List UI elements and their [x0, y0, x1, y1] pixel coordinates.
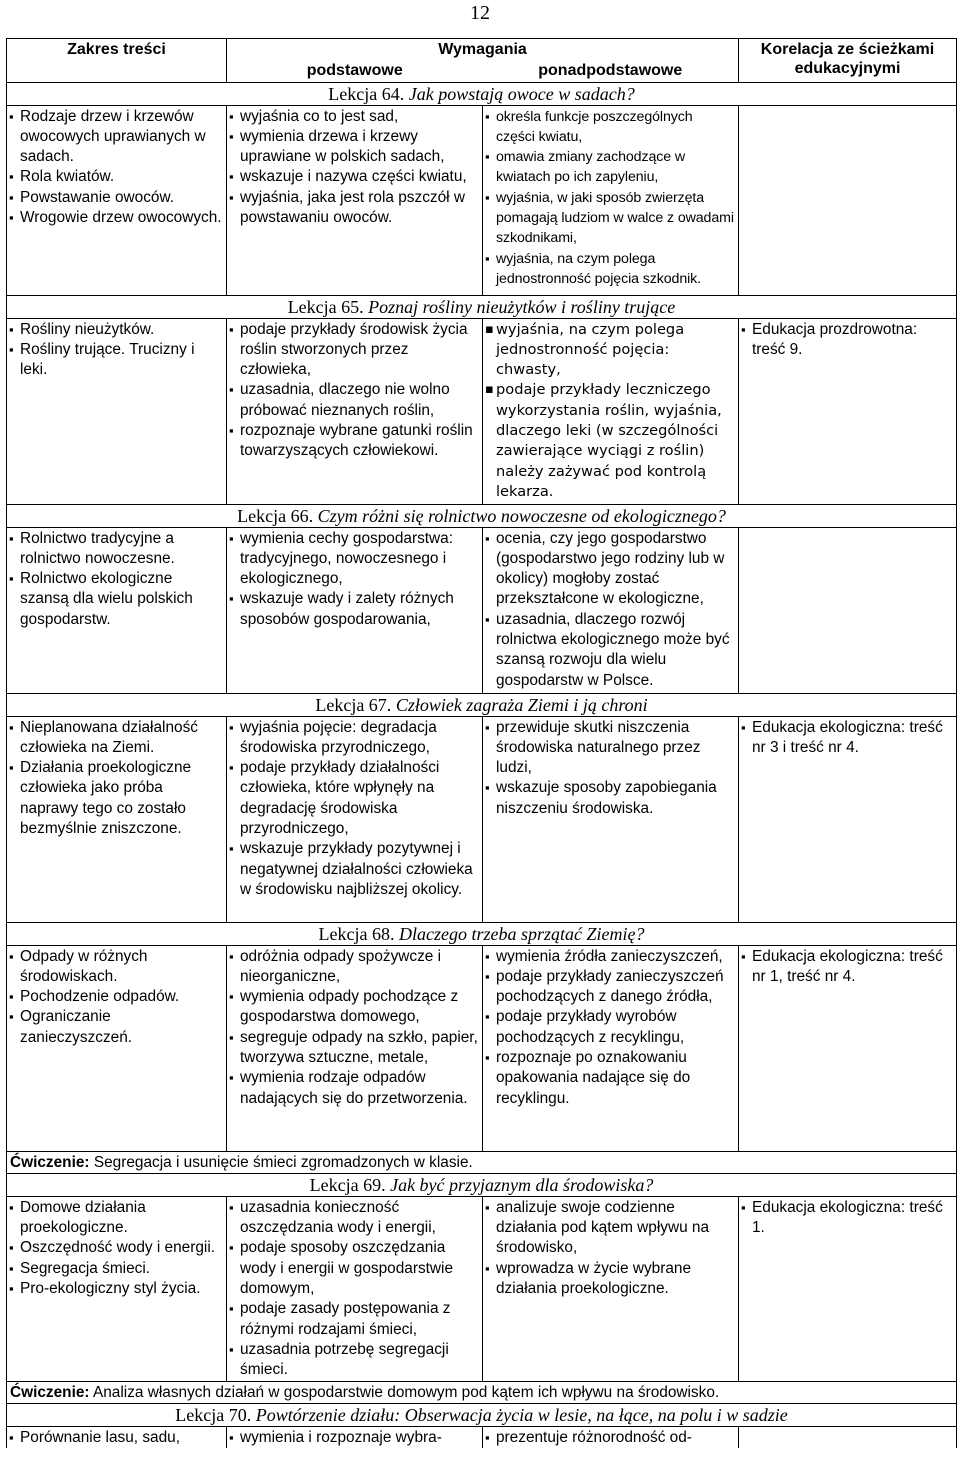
lesson-title — [7, 504, 957, 527]
advanced-requirement: ▪ uzasadnia, dlaczego rozwój rolnictwa ekologicznego może być szansą rozwoju dla wielu gospodarstw w Polsce. — [486, 610, 735, 691]
basic-requirement: ▪ wymienia drzewa i krzewy uprawiane w polskich sadach, — [230, 127, 479, 168]
advanced-requirement: ▪ prezentuje różnorodność od- — [486, 1428, 735, 1448]
basic-requirement: ▪ wyjaśnia co to jest sad, — [230, 107, 479, 127]
content-item: ▪ Rolnictwo tradycyjne a rolnictwo nowoczesne. — [10, 529, 223, 570]
basic-requirement: ▪ wyjaśnia pojęcie: degradacja środowiska przyrodniczego, — [230, 718, 479, 759]
correlation-item: ▪ Edukacja ekologiczna: treść 1. — [742, 1198, 953, 1239]
header-correlation: Korelacja ze ścieżkami edukacyjnymi — [739, 39, 957, 83]
lesson-title — [7, 922, 957, 945]
advanced-requirement: ▪ rozpoznaje po oznakowaniu opakowania nadające się do recyklingu. — [486, 1048, 735, 1109]
basic-requirement: ▪ uzasadnia konieczność oszczędzania wody i energii, — [230, 1198, 479, 1239]
correlation-item: ▪ Edukacja ekologiczna: treść nr 3 i treść nr 4. — [742, 718, 953, 759]
basic-requirement: ▪ podaje sposoby oszczędzania wody i energii w gospodarstwie domowym, — [230, 1238, 479, 1299]
content-item: ▪ Rola kwiatów. — [10, 167, 223, 187]
basic-requirement: ▪ uzasadnia, dlaczego nie wolno próbować nieznanych roślin, — [230, 380, 479, 421]
lesson-row — [7, 1196, 957, 1381]
lesson-number: Lekcja 68. — [318, 923, 395, 944]
content-item: ▪ Działania proekologiczne człowieka jako próba naprawy tego co zostało bezmyślnie zniszczone. — [10, 758, 223, 839]
content-item: ▪ Powstawanie owoców. — [10, 188, 223, 208]
basic-requirement: ▪ odróżnia odpady spożywcze i nieorganiczne, — [230, 947, 479, 988]
lesson-row — [7, 318, 957, 504]
content-item: ▪ Wrogowie drzew owocowych. — [10, 208, 223, 228]
header-content: Zakres treści — [7, 39, 227, 83]
basic-requirement: ▪ wymienia rodzaje odpadów nadających się do przetworzenia. — [230, 1068, 479, 1109]
lesson-number: Lekcja 69. — [309, 1174, 386, 1195]
basic-requirement: ▪ wyjaśnia, jaka jest rola pszczół w powstawaniu owoców. — [230, 188, 479, 229]
exercise-text: Analiza własnych działań w gospodarstwie domowym pod kątem ich wpływu na środowisko. — [92, 1383, 720, 1401]
content-item: ▪ Porównanie lasu, sadu, — [10, 1428, 223, 1448]
content-item: ▪ Pro-ekologiczny styl życia. — [10, 1279, 223, 1299]
header-advanced: ponadpodstawowe — [538, 62, 683, 80]
lesson-title — [7, 295, 957, 318]
lesson-topic: Jak powstają owoce w sadach? — [408, 83, 635, 104]
basic-requirement: ▪ podaje zasady postępowania z różnymi rodzajami śmieci, — [230, 1299, 479, 1340]
content-item: ▪ Rolnictwo ekologiczne szansą dla wielu polskich gospodarstw. — [10, 569, 223, 630]
lesson-row — [7, 716, 957, 922]
lesson-number: Lekcja 67. — [315, 694, 392, 715]
lesson-title — [7, 1173, 957, 1196]
header-basic: podstawowe — [306, 62, 403, 80]
exercise-label: Ćwiczenie: — [10, 1153, 90, 1171]
lesson-topic: Jak być przyjaznym dla środowiska? — [390, 1174, 654, 1195]
lesson-topic: Czym różni się rolnictwo nowoczesne od ekologicznego? — [317, 505, 726, 526]
advanced-requirement: ▪ wymienia źródła zanieczyszczeń, — [486, 947, 735, 967]
lesson-topic: Poznaj rośliny nieużytków i rośliny trujące — [368, 296, 676, 317]
advanced-requirement: ▪ wyjaśnia, na czym polega jednostronność pojęcia: chwasty, — [486, 320, 735, 381]
advanced-requirement: ▪ wyjaśnia, na czym polega jednostronność pojęcia szkodnik. — [486, 249, 735, 290]
lesson-topic: Powtórzenie działu: Obserwacja życia w lesie, na łące, na polu i w sadzie — [255, 1404, 788, 1425]
advanced-requirement: ▪ analizuje swoje codzienne działania pod kątem wpływu na środowisko, — [486, 1198, 735, 1259]
header-requirements: Wymagania — [227, 39, 739, 61]
lesson-title — [7, 693, 957, 716]
basic-requirement: ▪ segreguje odpady na szkło, papier, tworzywa sztuczne, metale, — [230, 1028, 479, 1069]
header-row — [7, 39, 957, 61]
basic-requirement: ▪ podaje przykłady środowisk życia roślin stworzonych przez człowieka, — [230, 320, 479, 381]
basic-requirement: ▪ wymienia i rozpoznaje wybra- — [230, 1428, 479, 1448]
basic-requirement: ▪ wskazuje przykłady pozytywnej i negatywnej działalności człowieka w środowisku najbliższej okolicy. — [230, 839, 479, 900]
lesson-topic: Dlaczego trzeba sprzątać Ziemię? — [398, 923, 645, 944]
advanced-requirement: ▪ podaje przykłady zanieczyszczeń pochodzących z danego źródła, — [486, 967, 735, 1008]
lesson-title — [7, 82, 957, 105]
advanced-requirement: ▪ wprowadza w życie wybrane działania proekologiczne. — [486, 1259, 735, 1300]
content-item: ▪ Rośliny nieużytków. — [10, 320, 223, 340]
advanced-requirement: ▪ omawia zmiany zachodzące w kwiatach po ich zapyleniu, — [486, 147, 735, 188]
content-item: ▪ Rośliny trujące. Trucizny i leki. — [10, 340, 223, 381]
advanced-requirement: ▪ przewiduje skutki niszczenia środowiska naturalnego przez ludzi, — [486, 718, 735, 779]
content-item: ▪ Nieplanowana działalność człowieka na Ziemi. — [10, 718, 223, 759]
content-item: ▪ Segregacja śmieci. — [10, 1259, 223, 1279]
advanced-requirement: ▪ określa funkcje poszczególnych części kwiatu, — [486, 107, 735, 148]
content-item: ▪ Ograniczanie zanieczyszczeń. — [10, 1007, 223, 1048]
lesson-number: Lekcja 64. — [328, 83, 405, 104]
advanced-requirement: ▪ podaje przykłady leczniczego wykorzystania roślin, wyjaśnia, dlaczego leki (w szczególności zawierające wyciągi z roślin) należy zażywać pod kontrolą lekarza. — [486, 380, 735, 502]
lesson-row — [7, 527, 957, 693]
content-item: ▪ Odpady w różnych środowiskach. — [10, 947, 223, 988]
lesson-number: Lekcja 70. — [175, 1404, 252, 1425]
lesson-title — [7, 1403, 957, 1426]
correlation-item: ▪ Edukacja prozdrowotna: treść 9. — [742, 320, 953, 361]
content-item: ▪ Pochodzenie odpadów. — [10, 987, 223, 1007]
basic-requirement: ▪ rozpoznaje wybrane gatunki roślin towarzyszących człowiekowi. — [230, 421, 479, 462]
basic-requirement: ▪ wymienia cechy gospodarstwa: tradycyjnego, nowoczesnego i ekologicznego, — [230, 529, 479, 590]
advanced-requirement: ▪ wyjaśnia, w jaki sposób zwierzęta pomagają ludziom w walce z owadami szkodnikami, — [486, 188, 735, 249]
basic-requirement: ▪ wymienia odpady pochodzące z gospodarstwa domowego, — [230, 987, 479, 1028]
exercise-text: Segregacja i usunięcie śmieci zgromadzonych w klasie. — [93, 1153, 473, 1171]
page-number: 12 — [470, 2, 490, 24]
lesson-number: Lekcja 66. — [237, 505, 314, 526]
advanced-requirement: ▪ podaje przykłady wyrobów pochodzących z recyklingu, — [486, 1007, 735, 1048]
basic-requirement: ▪ wskazuje i nazywa części kwiatu, — [230, 167, 479, 187]
lesson-row — [7, 105, 957, 295]
basic-requirement: ▪ uzasadnia potrzebę segregacji śmieci. — [230, 1340, 479, 1381]
basic-requirement: ▪ wskazuje wady i zalety różnych sposobów gospodarowania, — [230, 589, 479, 630]
basic-requirement: ▪ podaje przykłady działalności człowieka, które wpłynęły na degradację środowiska przyrodniczego, — [230, 758, 479, 839]
exercise-row — [7, 1151, 957, 1173]
lesson-row — [7, 945, 957, 1151]
advanced-requirement: ▪ wskazuje sposoby zapobiegania niszczeniu środowiska. — [486, 778, 735, 819]
content-item: ▪ Oszczędność wody i energii. — [10, 1238, 223, 1258]
lesson-topic: Człowiek zagraża Ziemi i ją chroni — [395, 694, 648, 715]
content-item: ▪ Rodzaje drzew i krzewów owocowych uprawianych w sadach. — [10, 107, 223, 168]
lesson-row — [7, 1426, 957, 1448]
exercise-label: Ćwiczenie: — [10, 1383, 90, 1401]
content-item: ▪ Domowe działania proekologiczne. — [10, 1198, 223, 1239]
curriculum-table — [6, 38, 957, 1448]
correlation-item: ▪ Edukacja ekologiczna: treść nr 1, treść nr 4. — [742, 947, 953, 988]
exercise-row — [7, 1381, 957, 1403]
lesson-number: Lekcja 65. — [287, 296, 364, 317]
advanced-requirement: ▪ ocenia, czy jego gospodarstwo (gospodarstwo jego rodziny lub w okolicy) mogłoby zostać przekształcone w ekologiczne, — [486, 529, 735, 610]
